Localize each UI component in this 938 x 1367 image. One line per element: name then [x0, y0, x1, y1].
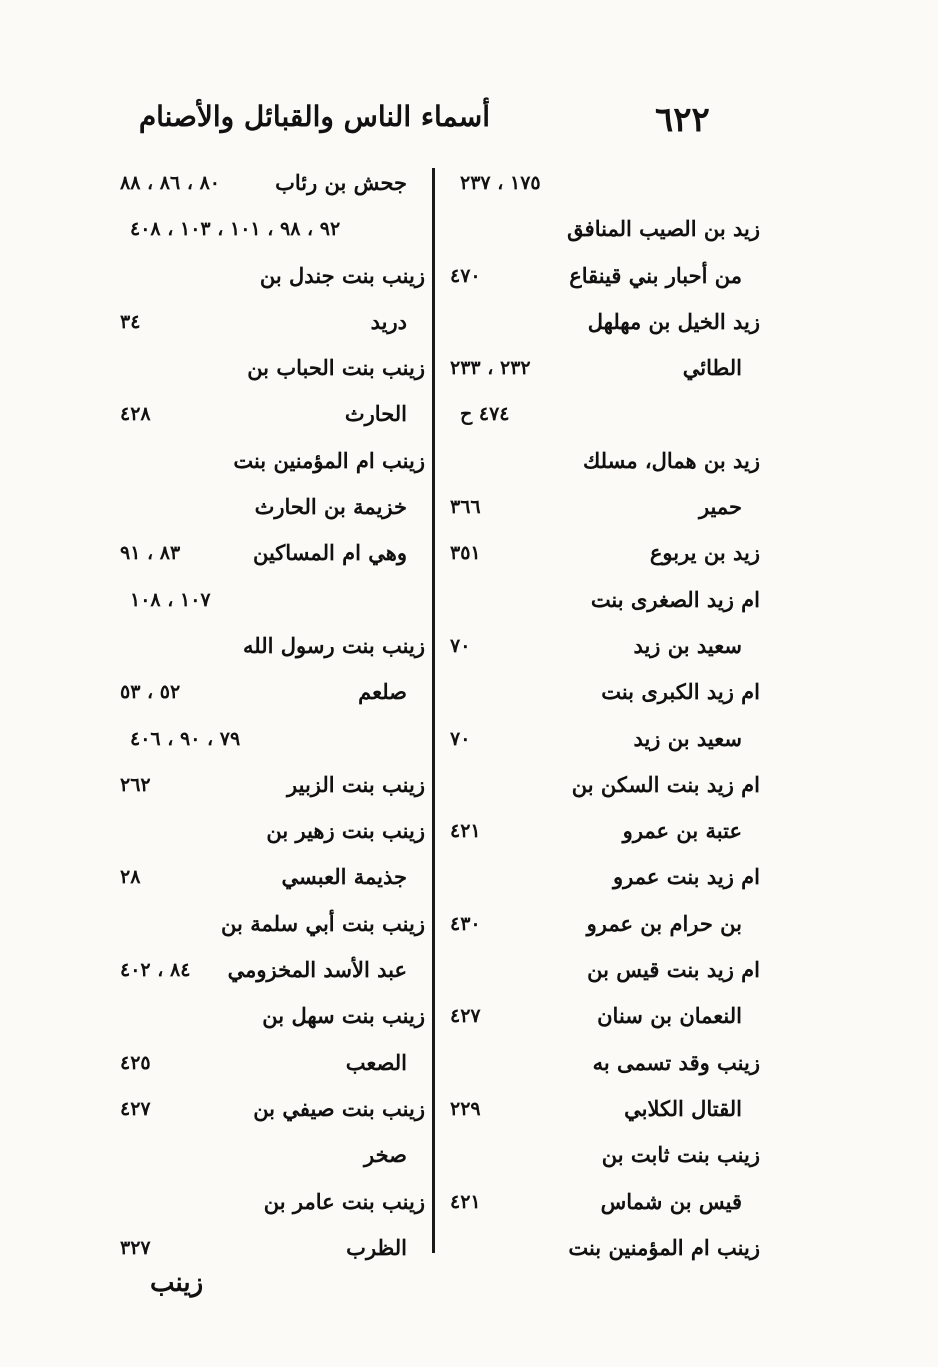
entry-name: النعمان بن سنان [597, 1003, 742, 1029]
entry-page-refs: ٧٠ [450, 727, 471, 750]
index-entry [100, 299, 425, 345]
index-entry [430, 530, 760, 576]
index-entry [100, 901, 425, 947]
index-entry [430, 1132, 760, 1178]
entry-name: زينب بنت جندل بن [259, 262, 425, 288]
index-entry [100, 716, 425, 762]
entry-name: زيد بن همال، مسلك [582, 447, 760, 473]
index-entry [100, 947, 425, 993]
index-entry [100, 808, 425, 854]
page-number: ٦٢٢ [655, 100, 710, 140]
entry-name: زينب بنت عامر بن [263, 1188, 425, 1214]
entry-page-refs: ٤٧٠ [450, 264, 481, 287]
index-entry [430, 577, 760, 623]
entry-name: زينب بنت أبي سلمة بن [221, 910, 425, 936]
entry-name: من أحبار بني قينقاع [569, 262, 742, 288]
entry-name: الطائي [682, 355, 742, 381]
entry-name: دريد [370, 308, 407, 334]
entry-name: جذيمة العبسي [281, 864, 407, 890]
entry-name: زينب بنت زهير بن [266, 818, 425, 844]
entry-name: زينب بنت ثابت بن [601, 1142, 760, 1168]
index-entry [430, 762, 760, 808]
index-entry [430, 1179, 760, 1225]
entry-name: زينب بنت الزبير [287, 771, 425, 797]
index-entry [100, 1132, 425, 1178]
index-entry [100, 438, 425, 484]
entry-name: زينب بنت الحباب بن [247, 355, 425, 381]
entry-name: جحش بن رئاب [275, 170, 407, 195]
entry-name: خزيمة بن الحارث [254, 494, 407, 520]
entry-name: ام زيد بنت قيس بن [587, 957, 760, 983]
entry-name: الظرب [346, 1234, 407, 1260]
index-entry [100, 623, 425, 669]
entry-name: الحارث [344, 401, 407, 427]
entry-page-refs: ٤٧٤ ح [460, 403, 510, 426]
running-title: أسماء الناس والقبائل والأصنام [138, 100, 490, 133]
index-entry [100, 206, 425, 252]
index-entry [430, 669, 760, 715]
index-entry [430, 623, 760, 669]
entry-page-refs: ٤٢١ [450, 1190, 481, 1213]
entry-name: سعيد بن زيد [633, 725, 742, 751]
index-entry [100, 854, 425, 900]
index-entry [100, 253, 425, 299]
index-entry [430, 716, 760, 762]
index-column-left [100, 160, 425, 1271]
entry-name: صلعم [358, 679, 407, 705]
entry-name: سعيد بن زيد [633, 632, 742, 658]
entry-page-refs: ٤٢٧ [120, 1097, 151, 1120]
entry-name: زينب وقد تسمى به [592, 1049, 760, 1075]
entry-name: زيد الخيل بن مهلهل [587, 308, 760, 334]
entry-page-refs: ٤٣٠ [450, 912, 481, 935]
entry-page-refs: ٤٢٨ [120, 403, 151, 426]
entry-name: ام زيد الكبرى بنت [601, 679, 760, 705]
entry-name: زيد بن الصيب المنافق [567, 216, 760, 242]
index-entry [430, 993, 760, 1039]
entry-page-refs: ٤٢٧ [450, 1005, 481, 1028]
index-entry [430, 345, 760, 391]
entry-page-refs: ٧٩ ، ٩٠ ، ٤٠٦ [130, 727, 241, 750]
index-entry [430, 299, 760, 345]
entry-name: صخر [364, 1142, 407, 1168]
entry-page-refs: ٢٨ [120, 866, 141, 889]
entry-name: زينب بنت سهل بن [262, 1003, 425, 1029]
entry-page-refs: ٧٠ [450, 634, 471, 657]
entry-name: زينب ام المؤمنين بنت [568, 1234, 760, 1260]
index-entry [100, 530, 425, 576]
entry-name: بن حرام بن عمرو [586, 910, 742, 936]
entry-name: زينب بنت رسول الله [243, 632, 425, 658]
index-entry [100, 762, 425, 808]
entry-page-refs: ٨٤ ، ٤٠٢ [120, 959, 191, 982]
index-entry [430, 1040, 760, 1086]
entry-page-refs: ٣٦٦ [450, 496, 481, 519]
entry-name: عتبة بن عمرو [622, 818, 742, 844]
index-entry [430, 947, 760, 993]
entry-page-refs: ٤٢١ [450, 820, 481, 843]
entry-name: قيس بن شماس [600, 1188, 742, 1214]
index-entry [100, 391, 425, 437]
entry-page-refs: ١٠٧ ، ١٠٨ [130, 588, 211, 611]
index-entry [430, 901, 760, 947]
index-entry [430, 206, 760, 252]
index-entry [100, 345, 425, 391]
index-entry [100, 1040, 425, 1086]
index-entry [100, 669, 425, 715]
index-entry [100, 160, 425, 206]
entry-page-refs: ٢٢٩ [450, 1097, 481, 1120]
entry-name: زيد بن يربوع [649, 540, 760, 566]
entry-name: ام زيد بنت السكن بن [571, 771, 760, 797]
index-entry [100, 1086, 425, 1132]
entry-name: ام زيد بنت عمرو [613, 864, 760, 890]
index-entry [100, 484, 425, 530]
index-entry [430, 854, 760, 900]
catchword: زينب [150, 1268, 204, 1298]
index-entry [430, 160, 760, 206]
index-entry [430, 438, 760, 484]
entry-page-refs: ٤٢٥ [120, 1051, 151, 1074]
column-divider [432, 168, 435, 1253]
entry-name: وهي ام المساكين [252, 540, 407, 566]
index-entry [430, 484, 760, 530]
index-entry [430, 391, 760, 437]
index-entry [100, 1225, 425, 1271]
index-column-right [430, 160, 760, 1271]
entry-name: حمير [698, 494, 742, 520]
entry-page-refs: ٨٠ ، ٨٦ ، ٨٨ [120, 172, 221, 194]
entry-page-refs: ٥٢ ، ٥٣ [120, 681, 181, 704]
index-entry [430, 808, 760, 854]
entry-page-refs: ٢٦٢ [120, 773, 151, 796]
entry-page-refs: ١٧٥ ، ٢٣٧ [460, 172, 541, 194]
index-entry [430, 1086, 760, 1132]
entry-page-refs: ٣٢٧ [120, 1236, 151, 1259]
entry-name: زينب بنت صيفي بن [253, 1095, 425, 1121]
entry-page-refs: ٣٤ [120, 310, 141, 333]
entry-page-refs: ٣٥١ [450, 542, 481, 565]
index-entry [100, 993, 425, 1039]
entry-name: الصعب [345, 1049, 407, 1075]
index-entry [100, 1179, 425, 1225]
index-entry [430, 1225, 760, 1271]
entry-page-refs: ٨٣ ، ٩١ [120, 542, 181, 565]
entry-page-refs: ٩٢ ، ٩٨ ، ١٠١ ، ١٠٣ ، ٤٠٨ [130, 218, 341, 241]
index-entry [100, 577, 425, 623]
entry-page-refs: ٢٣٢ ، ٢٣٣ [450, 357, 531, 380]
entry-name: القتال الكلابي [624, 1095, 742, 1121]
entry-name: ام زيد الصغرى بنت [590, 586, 760, 612]
entry-name: عبد الأسد المخزومي [227, 957, 407, 983]
index-entry [430, 253, 760, 299]
entry-name: زينب ام المؤمنين بنت [233, 447, 425, 473]
